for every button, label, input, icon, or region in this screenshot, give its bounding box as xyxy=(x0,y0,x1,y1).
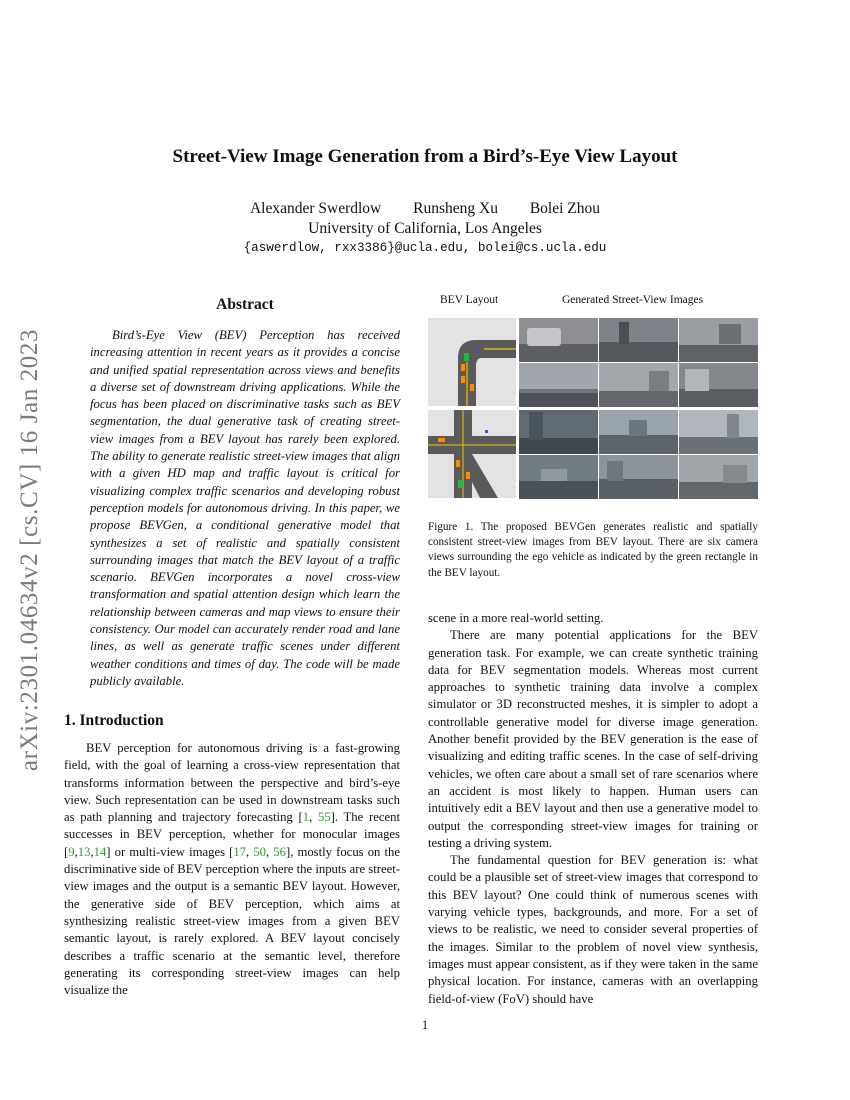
generated-street-view-image xyxy=(519,410,598,454)
paragraph: The fundamental question for BEV generation is: what could be a plausible set of street-view images that correspond to this BEV layout? One could think of numerous scenes with varying vehicle types, backgrounds, and more. For a set of views to be realistic, we need to consider several properties of the images. Similar to the problem of novel view synthesis, images must appear consistent, as if they were taken in the same physical location. For instance, cameras with an overlapping field-of-view (FoV) should have xyxy=(428,853,758,1006)
generated-street-view-image xyxy=(679,363,758,407)
citation-link[interactable]: 14 xyxy=(93,844,107,859)
intro-text xyxy=(64,740,400,999)
citation-link[interactable]: 13 xyxy=(77,844,91,859)
author-list xyxy=(0,200,850,218)
generated-street-view-image xyxy=(679,318,758,362)
generated-street-view-image xyxy=(599,318,678,362)
text-run: , xyxy=(266,844,274,859)
bev-layout-map xyxy=(428,410,516,498)
citation-link[interactable]: 17 xyxy=(233,844,247,859)
figure-1 xyxy=(428,318,758,498)
text-run: , xyxy=(74,844,78,859)
author-name: Bolei Zhou xyxy=(529,200,601,217)
author-name: Runsheng Xu xyxy=(413,200,498,217)
text-run: ] or multi-view images [ xyxy=(106,844,234,859)
bev-layout-map xyxy=(428,318,516,406)
abstract-text xyxy=(90,327,400,690)
text-run: ]. The recent successes in BEV perception, whether for monocular images [ xyxy=(64,810,400,859)
generated-street-view-image xyxy=(599,410,678,454)
citation-link[interactable]: 1 xyxy=(302,810,310,825)
generated-street-view-image xyxy=(519,455,598,499)
arxiv-identifier: arXiv:2301.04634v2 [cs.CV] 16 Jan 2023 xyxy=(16,328,44,772)
author-emails: {aswerdlow, rxx3386}@ucla.edu, bolei@cs.ucla.edu xyxy=(243,241,607,255)
affiliation: University of California, Los Angeles xyxy=(308,220,542,237)
figure-label-generated: Generated Street-View Images xyxy=(562,294,704,306)
intro-heading: 1. Introduction xyxy=(64,712,164,729)
generated-street-view-image xyxy=(599,363,678,407)
paragraph: There are many potential applications for the BEV generation task. For example, we can create synthetic training data for BEV segmentation models. Whereas most current approaches to synthetic training data involve a complex simulator or 3D reconstructed meshes, it is simpler to adopt a controllable generative model for diverse image generation. Another benefit provided by the BEV generation is the ease of visualizing and editing traffic scenes. In the case of self-driving vehicles, we often care about a small set of rare scenarios where an accident is most likely to happen. Human users can intuitively edit a BEV layout and then use a generative model to output the corresponding street-view images for training or testing a driving system. xyxy=(428,628,758,850)
abstract-heading: Abstract xyxy=(216,296,274,313)
text-run: BEV perception for autonomous driving is a fast-growing field, with the goal of learning a cross-view representation that transforms information between the perspective and bird’s-eye view. Such representation can be used in downstream tasks such as path planning and trajectory forecasting [ xyxy=(64,741,400,825)
page-number: 1 xyxy=(421,1018,429,1032)
generated-street-view-image xyxy=(519,363,598,407)
citation-link[interactable]: 50 xyxy=(253,844,266,859)
arxiv-stamp xyxy=(2,294,58,806)
citation-link[interactable]: 55 xyxy=(317,810,331,825)
figure-caption: Figure 1. The proposed BEVGen generates realistic and spatially consistent street-view images from BEV layout. There are six camera views surrounding the ego vehicle as indicated by the green rectangle in the BEV layout. xyxy=(428,521,758,579)
right-column-text xyxy=(428,610,758,1008)
text-run: , xyxy=(309,810,318,825)
generated-street-view-image xyxy=(519,318,598,362)
abstract-paragraph: Bird’s-Eye View (BEV) Perception has received increasing attention in recent years as it provides a concise and unified spatial representation across views and benefits a diverse set of downstream driving applications. While the focus has been placed on discriminative tasks such as BEV segmentation, the dual generative task of creating street-view images from a BEV layout has rarely been explored. The ability to generate realistic street-view images that align with a given HD map and traffic layout is critical for visualizing complex traffic scenarios and developing robust perception models for autonomous driving. In this paper, we propose BEVGen, a conditional generative model that synthesizes a set of realistic and spatially consistent surrounding images that match the BEV layout of a traffic scenario. BEVGen incorporates a novel cross-view transformation and spatial attention design which learn the relationship between cameras and map views to ensure their consistency. Our model can accurately render road and lane lines, as well as generate traffic scenes under different weather conditions and times of day. The code will be made publicly available. xyxy=(90,328,400,688)
citation-link[interactable]: 9 xyxy=(68,844,75,859)
figure-label-bev: BEV Layout xyxy=(440,294,499,306)
intro-paragraph xyxy=(64,740,400,999)
generated-street-view-image xyxy=(599,455,678,499)
paper-title: Street-View Image Generation from a Bird’s-Eye View Layout xyxy=(172,146,678,167)
generated-street-view-image xyxy=(679,455,758,499)
text-run: ], mostly focus on the discriminative side of BEV perception where the inputs are street-view images and the output is a semantic BEV layout. However, the generative side of BEV perception, which aims at synthesizing realistic street-view images from a given BEV semantic layout, is rarely explored. A BEV layout concisely describes a traffic scenario at the semantic level, therefore generating its corresponding street-view images can help visualize the xyxy=(64,844,400,998)
text-run: , xyxy=(90,844,94,859)
author-name: Alexander Swerdlow xyxy=(249,200,382,217)
citation-link[interactable]: 56 xyxy=(273,844,286,859)
text-run: , xyxy=(246,844,254,859)
paragraph: scene in a more real-world setting. xyxy=(428,611,604,625)
generated-street-view-image xyxy=(679,410,758,454)
